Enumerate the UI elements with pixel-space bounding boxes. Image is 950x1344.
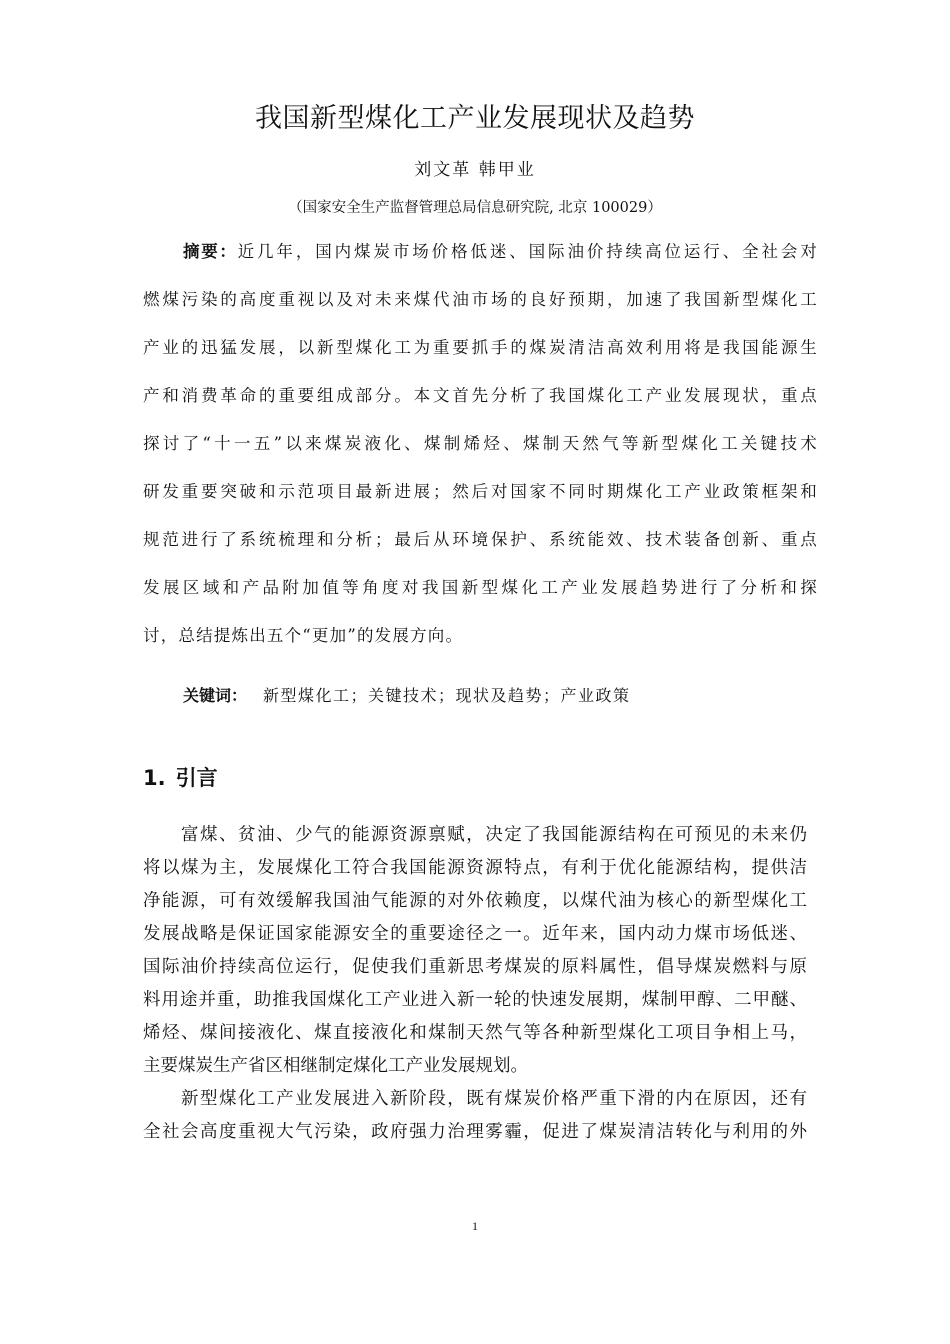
body-line: 富煤、贫油、少气的能源资源禀赋，决定了我国能源结构在可预见的未来仍 xyxy=(181,825,807,845)
abstract-label: 摘要： xyxy=(183,242,238,261)
abstract-line: 产业的迅猛发展，以新型煤化工为重要抓手的煤炭清洁高效利用将是我国能源生 xyxy=(143,338,818,357)
abstract-line: 规范进行了系统梳理和分析；最后从环境保护、系统能效、技术装备创新、重点 xyxy=(143,530,818,549)
paper-title: 我国新型煤化工产业发展现状及趋势 xyxy=(255,103,695,134)
section-number: 1. xyxy=(143,766,166,790)
abstract-line: 讨，总结提炼出五个“更加”的发展方向。 xyxy=(143,626,464,645)
body-line: 净能源，可有效缓解我国油气能源的对外依赖度，以煤代油为核心的新型煤化工 xyxy=(143,891,807,911)
abstract-line: 探讨了“十一五”以来煤炭液化、煤制烯烃、煤制天然气等新型煤化工关键技术 xyxy=(143,434,818,453)
abstract xyxy=(143,228,818,660)
body-line: 烯烃、煤间接液化、煤直接液化和煤制天然气等各种新型煤化工项目争相上马， xyxy=(143,1023,807,1043)
body-line: 国际油价持续高位运行，促使我们重新思考煤炭的原料属性，倡导煤炭燃料与原 xyxy=(143,957,807,977)
paper-authors: 刘文革 韩甲业 xyxy=(414,160,536,180)
author-affiliation: （国家安全生产监督管理总局信息研究院, 北京 100029） xyxy=(288,200,662,216)
section-title: 引言 xyxy=(175,766,218,790)
abstract-line: 研发重要突破和示范项目最新进展；然后对国家不同时期煤化工产业政策框架和 xyxy=(143,482,818,501)
body-text xyxy=(143,819,807,1149)
keywords-label: 关键词： xyxy=(183,686,248,705)
body-line: 发展战略是保证国家能源安全的重要途径之一。近年来，国内动力煤市场低迷、 xyxy=(143,924,807,944)
body-line: 料用途并重，助推我国煤化工产业进入新一轮的快速发展期，煤制甲醇、二甲醚、 xyxy=(143,990,807,1010)
abstract-line: 燃煤污染的高度重视以及对未来煤代油市场的良好预期，加速了我国新型煤化工 xyxy=(143,290,818,309)
body-line: 将以煤为主，发展煤化工符合我国能源资源特点，有利于优化能源结构，提供洁 xyxy=(143,858,807,878)
abstract-line: 摘要：近几年，国内煤炭市场价格低迷、国际油价持续高位运行、全社会对 xyxy=(183,242,818,261)
abstract-line: 产和消费革命的重要组成部分。本文首先分析了我国煤化工产业发展现状，重点 xyxy=(143,386,818,405)
keywords xyxy=(183,672,631,720)
section-heading xyxy=(143,762,218,792)
body-line: 全社会高度重视大气污染，政府强力治理雾霾，促进了煤炭清洁转化与利用的外 xyxy=(143,1122,807,1142)
page-number: 1 xyxy=(472,1219,478,1233)
keywords-text: 新型煤化工；关键技术；现状及趋势；产业政策 xyxy=(263,686,631,705)
body-line: 新型煤化工产业发展进入新阶段，既有煤炭价格严重下滑的内在原因，还有 xyxy=(181,1089,807,1109)
body-line: 主要煤炭生产省区相继制定煤化工产业发展规划。 xyxy=(143,1056,528,1076)
abstract-line: 发展区域和产品附加值等角度对我国新型煤化工产业发展趋势进行了分析和探 xyxy=(143,578,818,597)
